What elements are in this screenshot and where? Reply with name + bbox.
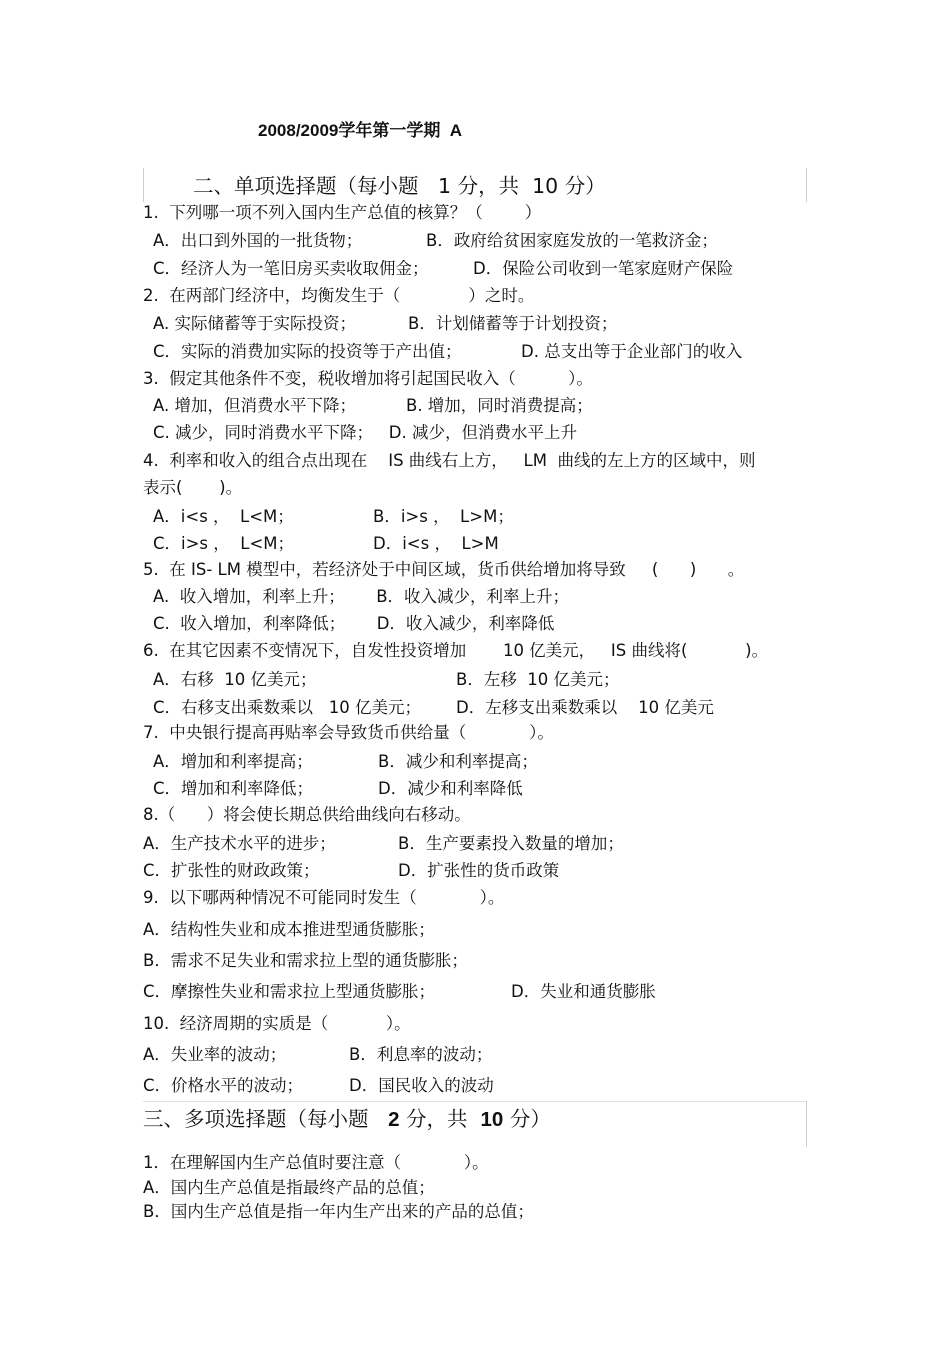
q7-option-d: D．减少和利率降低	[378, 779, 523, 798]
question-1: 1. 下列哪一项不列入国内生产总值的核算？（ ）	[143, 203, 542, 222]
q6-option-d: D．左移支出乘数乘以 10 亿美元	[456, 698, 714, 717]
section-frame-left	[143, 168, 144, 202]
q8-option-d: D．扩张性的货币政策	[398, 861, 560, 880]
question-10: 10. 经济周期的实质是（ ）。	[143, 1014, 411, 1033]
multi-question-1: 1．在理解国内生产总值时要注意（ ）。	[143, 1153, 489, 1172]
question-9: 9. 以下哪两种情况不可能同时发生（ ）。	[143, 888, 505, 907]
mq1-option-b: B．国内生产总值是指一年内生产出来的产品的总值；	[143, 1202, 534, 1221]
q1-option-a: A．出口到外国的一批货物；	[153, 231, 363, 250]
q1-option-b: B．政府给贫困家庭发放的一笔救济金；	[426, 231, 718, 250]
q6-option-b: B．左移 10 亿美元；	[456, 670, 620, 689]
q8-option-a: A．生产技术水平的进步；	[143, 834, 336, 853]
section-title-multiple-choice	[143, 1106, 551, 1133]
question-4-cont: 表示( )。	[143, 478, 243, 497]
question-6: 6. 在其它因素不变情况下，自发性投资增加 10 亿美元， IS 曲线将( )。	[143, 641, 769, 660]
section-title-suffix: 分）	[503, 1107, 551, 1131]
q5-options-a-b: A. 收入增加，利率上升； B．收入减少，利率上升；	[153, 587, 570, 606]
q7-option-b: B．减少和利率提高；	[378, 752, 538, 771]
q3-option-b: B. 增加，同时消费提高；	[406, 396, 593, 415]
question-3: 3. 假定其他条件不变，税收增加将引起国民收入（ ）。	[143, 369, 593, 388]
q8-option-c: C．扩张性的财政政策；	[143, 861, 320, 880]
section-frame-right-2	[806, 1101, 807, 1147]
q9-option-b: B．需求不足失业和需求拉上型的通货膨胀；	[143, 951, 468, 970]
q10-option-a: A．失业率的波动；	[143, 1045, 287, 1064]
q3-options-c-d: C. 减少，同时消费水平下降； D. 减少，但消费水平上升	[153, 423, 577, 442]
q10-option-c: C．价格水平的波动；	[143, 1076, 304, 1095]
q3-option-a: A. 增加，但消费水平下降；	[153, 396, 356, 415]
q7-option-a: A．增加和利率提高；	[153, 752, 313, 771]
q4-option-c: C．i>s ， L<M；	[153, 534, 295, 553]
q9-option-d: D．失业和通货膨胀	[511, 982, 656, 1001]
section-title-prefix: 三、多项选择题（每小题	[143, 1107, 389, 1131]
question-2: 2. 在两部门经济中，均衡发生于（ ）之时。	[143, 286, 535, 305]
section-points-per-question: 2	[388, 1108, 400, 1131]
q9-option-c: C．摩擦性失业和需求拉上型通货膨胀；	[143, 982, 436, 1001]
q5-options-c-d: C. 收入增加，利率降低； D．收入减少，利率降低	[153, 614, 555, 633]
question-4: 4. 利率和收入的组合点出现在 IS 曲线右上方， LM 曲线的左上方的区域中，则	[143, 451, 756, 470]
q6-option-a: A．右移 10 亿美元；	[153, 670, 317, 689]
q1-option-c: C．经济人为一笔旧房买卖收取佣金；	[153, 259, 429, 278]
q7-option-c: C．增加和利率降低；	[153, 779, 314, 798]
q10-option-d: D．国民收入的波动	[349, 1076, 494, 1095]
q1-option-d: D．保险公司收到一笔家庭财产保险	[473, 259, 734, 278]
section-frame-right	[806, 168, 807, 202]
question-5: 5. 在 IS- LM 模型中，若经济处于中间区域，货币供给增加将导致 ( ) 。	[143, 560, 745, 579]
q9-option-a: A．结构性失业和成本推进型通货膨胀；	[143, 920, 435, 939]
q2-option-a: A. 实际储蓄等于实际投资；	[153, 314, 356, 333]
question-8: 8.（ ）将会使长期总供给曲线向右移动。	[143, 805, 471, 824]
section-total-points: 10	[480, 1108, 504, 1131]
q4-option-a: A．i<s ， L<M；	[153, 507, 294, 526]
q2-option-d: D. 总支出等于企业部门的收入	[521, 342, 743, 361]
q8-option-b: B．生产要素投入数量的增加；	[398, 834, 624, 853]
question-7: 7. 中央银行提高再贴率会导致货币供给量（ ）。	[143, 723, 554, 742]
q6-option-c: C．右移支出乘数乘以 10 亿美元；	[153, 698, 421, 717]
section-title-single-choice: 二、单项选择题（每小题 1 分，共 10 分）	[193, 174, 606, 198]
q4-option-b: B．i>s ， L>M；	[373, 507, 514, 526]
section-title-mid: 分，共	[399, 1107, 481, 1131]
q2-option-c: C．实际的消费加实际的投资等于产出值；	[153, 342, 462, 361]
section-frame-top	[143, 1101, 807, 1102]
q10-option-b: B．利息率的波动；	[349, 1045, 493, 1064]
exam-header: 2008/2009学年第一学期 A	[258, 121, 463, 140]
q2-option-b: B．计划储蓄等于计划投资；	[408, 314, 618, 333]
q4-option-d: D．i<s ， L>M	[373, 534, 499, 553]
mq1-option-a: A．国内生产总值是指最终产品的总值；	[143, 1178, 435, 1197]
